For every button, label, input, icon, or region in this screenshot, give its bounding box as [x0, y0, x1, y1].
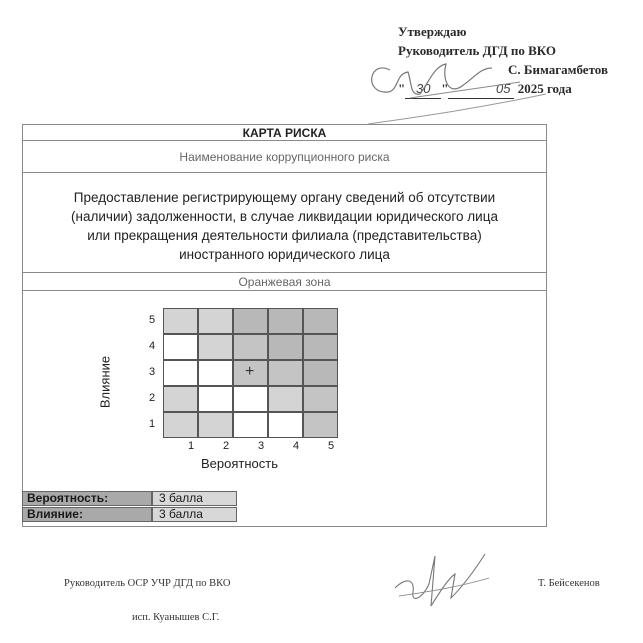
- matrix-cell: [268, 412, 303, 438]
- matrix-cell: [163, 386, 198, 412]
- matrix-cell: [198, 386, 233, 412]
- matrix-cell: [163, 360, 198, 386]
- footer-executor: исп. Куанышев С.Г.: [132, 612, 220, 623]
- x-tick-label: 5: [328, 440, 335, 452]
- x-axis-label: Вероятность: [201, 456, 278, 471]
- date-month: 05: [448, 79, 514, 99]
- matrix-cell: [233, 308, 268, 334]
- approval-position: Руководитель ДГД по ВКО: [398, 43, 557, 58]
- matrix-cell: [233, 412, 268, 438]
- y-tick-label: 5: [149, 314, 156, 326]
- x-tick-label: 1: [188, 440, 195, 452]
- score-probability-value: 3 балла: [152, 491, 237, 506]
- matrix-cell: [163, 412, 198, 438]
- matrix-cell: [198, 334, 233, 360]
- approval-name: С. Бимагамбетов: [507, 62, 608, 77]
- date-year: 2025 года: [517, 81, 572, 96]
- matrix-cell: [233, 386, 268, 412]
- score-impact-label: Влияние:: [22, 507, 152, 522]
- risk-description-line: или прекращения деятельности филиала (представительства): [87, 228, 482, 243]
- matrix-cell: [268, 386, 303, 412]
- approval-signature: [350, 38, 560, 128]
- matrix-cell: [198, 308, 233, 334]
- matrix-cell: [163, 334, 198, 360]
- y-tick-label: 2: [149, 392, 156, 404]
- y-tick-label: 1: [149, 418, 156, 430]
- date-day: 30: [405, 79, 441, 99]
- risk-matrix: [149, 308, 336, 452]
- footer-name: Т. Бейсекенов: [538, 578, 600, 589]
- footer-position: Руководитель ОСР УЧР ДГД по ВКО: [64, 578, 231, 589]
- date-quote-close: ": [441, 81, 449, 96]
- score-impact-value: 3 балла: [152, 507, 237, 522]
- matrix-cell: [233, 334, 268, 360]
- y-tick-label: 4: [149, 340, 156, 352]
- matrix-cell: [198, 360, 233, 386]
- matrix-cell: [303, 308, 338, 334]
- matrix-cell: [268, 334, 303, 360]
- matrix-cell: [268, 360, 303, 386]
- risk-description-line: иностранного юридического лица: [179, 247, 390, 262]
- risk-marker: +: [245, 363, 255, 380]
- approval-heading: Утверждаю: [398, 24, 467, 39]
- risk-description-line: Предоставление регистрирующему органу сведений об отсутствии: [73, 190, 496, 205]
- matrix-cell: [303, 334, 338, 360]
- risk-zone: Оранжевая зона: [23, 273, 546, 291]
- date-quote-open: ": [398, 81, 406, 96]
- matrix-cell: [198, 412, 233, 438]
- x-tick-label: 2: [223, 440, 230, 452]
- footer-signature: [385, 548, 495, 610]
- risk-description-line: (наличии) задолженности, в случае ликвидации юридического лица: [71, 209, 498, 224]
- risk-description: [23, 173, 546, 273]
- matrix-cell: [303, 360, 338, 386]
- score-probability-label: Вероятность:: [22, 491, 152, 506]
- matrix-cell: [303, 412, 338, 438]
- card-subtitle: Наименование коррупционного риска: [23, 141, 546, 173]
- y-tick-label: 3: [149, 366, 156, 378]
- card-title: КАРТА РИСКА: [23, 125, 546, 141]
- x-tick-label: 4: [293, 440, 300, 452]
- y-axis-label: Влияние: [97, 355, 113, 409]
- matrix-cell: [303, 386, 338, 412]
- matrix-cell: [163, 308, 198, 334]
- x-tick-label: 3: [258, 440, 265, 452]
- matrix-cell: [268, 308, 303, 334]
